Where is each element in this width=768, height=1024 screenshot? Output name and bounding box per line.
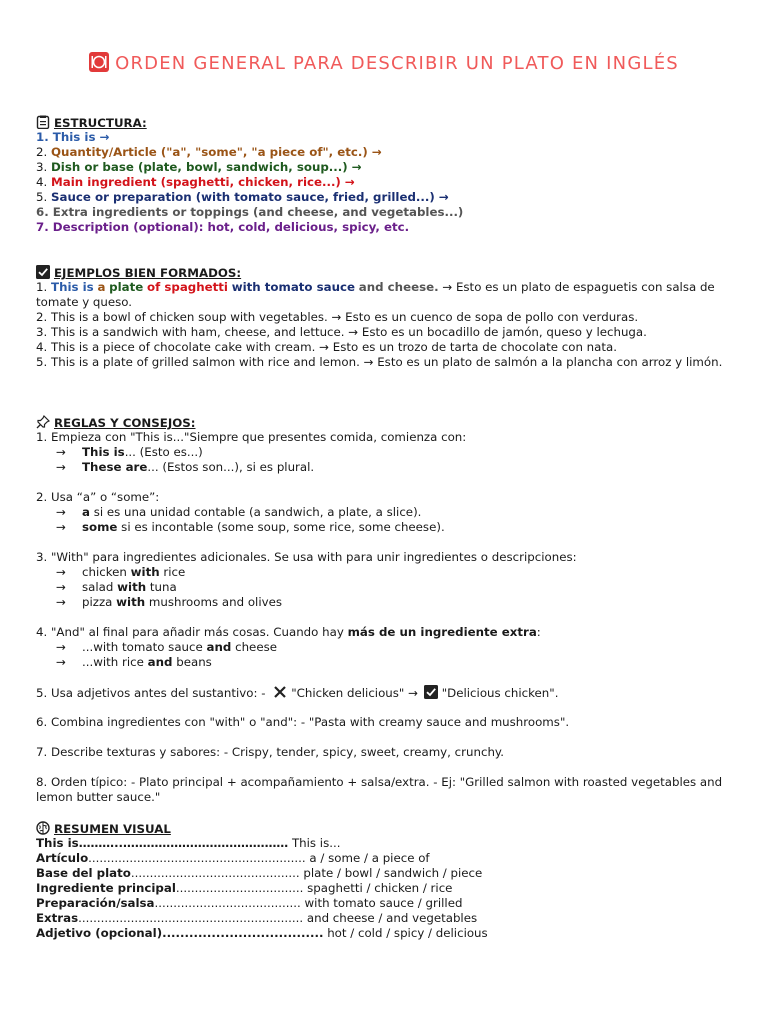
reglas-section: [36, 415, 760, 805]
clipboard-icon: [36, 115, 50, 129]
regla-2-b-rest: si es incontable (some soup, some rice, some cheese).: [121, 520, 445, 534]
regla-1-a-bold: This is: [82, 445, 125, 459]
regla-3-item-pre: pizza: [82, 595, 113, 609]
resumen-value: plate / bowl / sandwich / piece: [303, 866, 483, 880]
ejemplo-5: 5. This is a plate of grilled salmon with rice and lemon. → Esto es un plato de salmón a la plancha con arroz y limón.: [36, 355, 723, 369]
estructura-num-4: 4.: [36, 175, 48, 189]
ejemplo-1-translation: → Esto es un plato de espaguetis con salsa de tomate y queso.: [36, 280, 715, 309]
regla-4-colon: :: [536, 625, 541, 639]
regla-7: 7. Describe texturas y sabores: - Crispy, tender, spicy, sweet, creamy, crunchy.: [36, 745, 504, 759]
regla-2: 2. Usa “a” o “some”:: [36, 490, 160, 504]
resumen-row: [36, 836, 760, 851]
regla-8: 8. Orden típico: - Plato principal + acompañamiento + salsa/extra. - Ej: "Grilled salmon with roasted vegetables and lemon butter sauce.": [36, 775, 723, 804]
resumen-heading-row: [36, 821, 760, 836]
resumen-dots: ....................................: [162, 926, 324, 940]
regla-2-a-bold: a: [82, 505, 90, 519]
regla-4-item-bold: and: [206, 640, 232, 654]
arrow-icon: →: [56, 580, 66, 594]
resumen-label: Adjetivo (opcional): [36, 926, 163, 940]
estructura-item-1: 1. This is →: [36, 130, 110, 144]
resumen-section: [36, 821, 760, 941]
estructura-item-4: [36, 175, 760, 190]
regla-1-b-bold: These are: [82, 460, 148, 474]
regla-3-item-pre: chicken: [82, 565, 127, 579]
estructura-item-2: [36, 145, 760, 160]
ejemplo-1-this-is: This is: [51, 280, 94, 294]
estructura-num-3: 3.: [36, 160, 48, 174]
resumen-dots: ..................................: [175, 881, 304, 895]
estructura-item-7: 7. Description (optional): hot, cold, delicious, spicy, etc.: [36, 220, 410, 234]
resumen-label: Extras: [36, 911, 79, 925]
regla-5-text: 5. Usa adjetivos antes del sustantivo: -: [36, 686, 266, 700]
regla-2-a-rest: si es una unidad contable (a sandwich, a plate, a slice).: [93, 505, 422, 519]
estructura-item-2-text: Quantity/Article ("a", "some", "a piece of", etc.) →: [51, 145, 382, 159]
estructura-item-4-text: Main ingredient (spaghetti, chicken, rice...) →: [51, 175, 355, 189]
ejemplos-heading: EJEMPLOS BIEN FORMADOS:: [54, 266, 242, 280]
regla-3-item: [36, 580, 760, 595]
plate-cutlery-icon: [89, 52, 109, 72]
brain-icon: [36, 821, 50, 835]
arrow-icon: →: [56, 565, 66, 579]
ejemplo-1-article: a: [97, 280, 106, 294]
regla-3-item: [36, 595, 760, 610]
resumen-label: Artículo: [36, 851, 89, 865]
ejemplo-1-sauce: with tomato sauce: [231, 280, 356, 294]
regla-2-item-a: [36, 505, 760, 520]
regla-4-text: 4. "And" al final para añadir más cosas. Cuando hay: [36, 625, 344, 639]
regla-3-item: [36, 565, 760, 580]
regla-1: 1. Empieza con "This is..."Siempre que presentes comida, comienza con:: [36, 430, 467, 444]
estructura-section: [36, 115, 760, 235]
reglas-heading-row: [36, 415, 760, 430]
resumen-value: with tomato sauce / grilled: [304, 896, 463, 910]
arrow-icon: →: [56, 445, 66, 459]
ejemplo-1-num: 1.: [36, 280, 48, 294]
regla-3: 3. "With" para ingredientes adicionales. Se usa with para unir ingredientes o descripciones:: [36, 550, 577, 564]
regla-3-item-pre: salad: [82, 580, 114, 594]
resumen-heading: RESUMEN VISUAL: [54, 822, 171, 836]
regla-1-item-a: [36, 445, 760, 460]
resumen-label: Preparación/salsa: [36, 896, 155, 910]
ejemplo-4: 4. This is a piece of chocolate cake with cream. → Esto es un trozo de tarta de chocolate con nata.: [36, 340, 617, 354]
regla-4-item-bold: and: [147, 655, 173, 669]
regla-6: 6. Combina ingredientes con "with" o "and": - "Pasta with creamy sauce and mushrooms".: [36, 715, 570, 729]
ejemplo-1-base: plate: [109, 280, 144, 294]
regla-4-item-post: cheese: [235, 640, 277, 654]
arrow-icon: →: [56, 655, 66, 669]
regla-5-wrong: "Chicken delicious" →: [291, 686, 418, 700]
ejemplo-1-main: of spaghetti: [147, 280, 228, 294]
arrow-icon: →: [56, 460, 66, 474]
page-title-text: ORDEN GENERAL PARA DESCRIBIR UN PLATO EN INGLÉS: [115, 53, 679, 74]
ejemplo-1: [36, 280, 760, 310]
regla-4-item-pre: ...with tomato sauce: [82, 640, 203, 654]
regla-1-a-rest: ... (Esto es...): [124, 445, 203, 459]
regla-4-item-post: beans: [176, 655, 212, 669]
arrow-icon: →: [56, 505, 66, 519]
resumen-dots: .......................................: [154, 896, 301, 910]
ejemplo-3: 3. This is a sandwich with ham, cheese, and lettuce. → Esto es un bocadillo de jamón, queso y lechuga.: [36, 325, 647, 339]
ejemplo-1-extra: and cheese.: [358, 280, 439, 294]
estructura-heading-row: [36, 115, 760, 130]
resumen-row: [36, 896, 760, 911]
resumen-dots: .............................................: [130, 866, 300, 880]
regla-3-item-post: mushrooms and olives: [148, 595, 282, 609]
resumen-row: [36, 926, 760, 941]
regla-3-item-bold: with: [130, 565, 160, 579]
estructura-item-3-text: Dish or base (plate, bowl, sandwich, soup...) →: [51, 160, 362, 174]
regla-4-bold: más de un ingrediente extra: [347, 625, 537, 639]
resumen-dots: ............................................................: [78, 911, 304, 925]
estructura-heading: ESTRUCTURA:: [54, 116, 147, 130]
resumen-value: This is...: [291, 836, 341, 850]
resumen-value: hot / cold / spicy / delicious: [327, 926, 488, 940]
regla-1-b-rest: ... (Estos son...), si es plural.: [147, 460, 315, 474]
resumen-label: Base del plato: [36, 866, 131, 880]
regla-5: [36, 685, 760, 700]
arrow-icon: →: [56, 640, 66, 654]
resumen-row: [36, 911, 760, 926]
regla-3-item-bold: with: [116, 595, 146, 609]
estructura-item-3: [36, 160, 760, 175]
regla-4-item: [36, 640, 760, 655]
resumen-value: a / some / a piece of: [309, 851, 430, 865]
regla-4-item-pre: ...with rice: [82, 655, 144, 669]
estructura-item-5-text: Sauce or preparation (with tomato sauce, fried, grilled...) →: [51, 190, 449, 204]
check-box-icon: [36, 265, 50, 279]
resumen-label: This is: [36, 836, 79, 850]
regla-1-item-b: [36, 460, 760, 475]
regla-4-item: [36, 655, 760, 670]
estructura-num-2: 2.: [36, 145, 48, 159]
page-title: [0, 52, 768, 74]
resumen-value: and cheese / and vegetables: [306, 911, 478, 925]
resumen-dots: ..........................................................: [88, 851, 306, 865]
ejemplos-section: [36, 265, 760, 370]
pushpin-icon: [36, 415, 50, 429]
regla-3-item-bold: with: [117, 580, 147, 594]
regla-3-item-post: rice: [163, 565, 186, 579]
resumen-value: spaghetti / chicken / rice: [307, 881, 453, 895]
regla-4: [36, 625, 760, 640]
estructura-num-5: 5.: [36, 190, 48, 204]
check-box-icon: [424, 685, 438, 699]
resumen-row: [36, 866, 760, 881]
resumen-label: Ingrediente principal: [36, 881, 176, 895]
regla-2-item-b: [36, 520, 760, 535]
ejemplo-2: 2. This is a bowl of chicken soup with vegetables. → Esto es un cuenco de sopa de pollo con verduras.: [36, 310, 639, 324]
regla-2-b-bold: some: [82, 520, 118, 534]
resumen-row: [36, 851, 760, 866]
regla-5-right: "Delicious chicken".: [441, 686, 559, 700]
regla-3-item-post: tuna: [149, 580, 177, 594]
resumen-dots: ………..……………………………………: [78, 836, 289, 850]
arrow-icon: →: [56, 595, 66, 609]
reglas-heading: REGLAS Y CONSEJOS:: [54, 416, 196, 430]
estructura-item-6: 6. Extra ingredients or toppings (and cheese, and vegetables...): [36, 205, 464, 219]
ejemplos-heading-row: [36, 265, 760, 280]
resumen-row: [36, 881, 760, 896]
estructura-item-5: [36, 190, 760, 205]
arrow-icon: →: [56, 520, 66, 534]
cross-icon: [273, 685, 287, 699]
